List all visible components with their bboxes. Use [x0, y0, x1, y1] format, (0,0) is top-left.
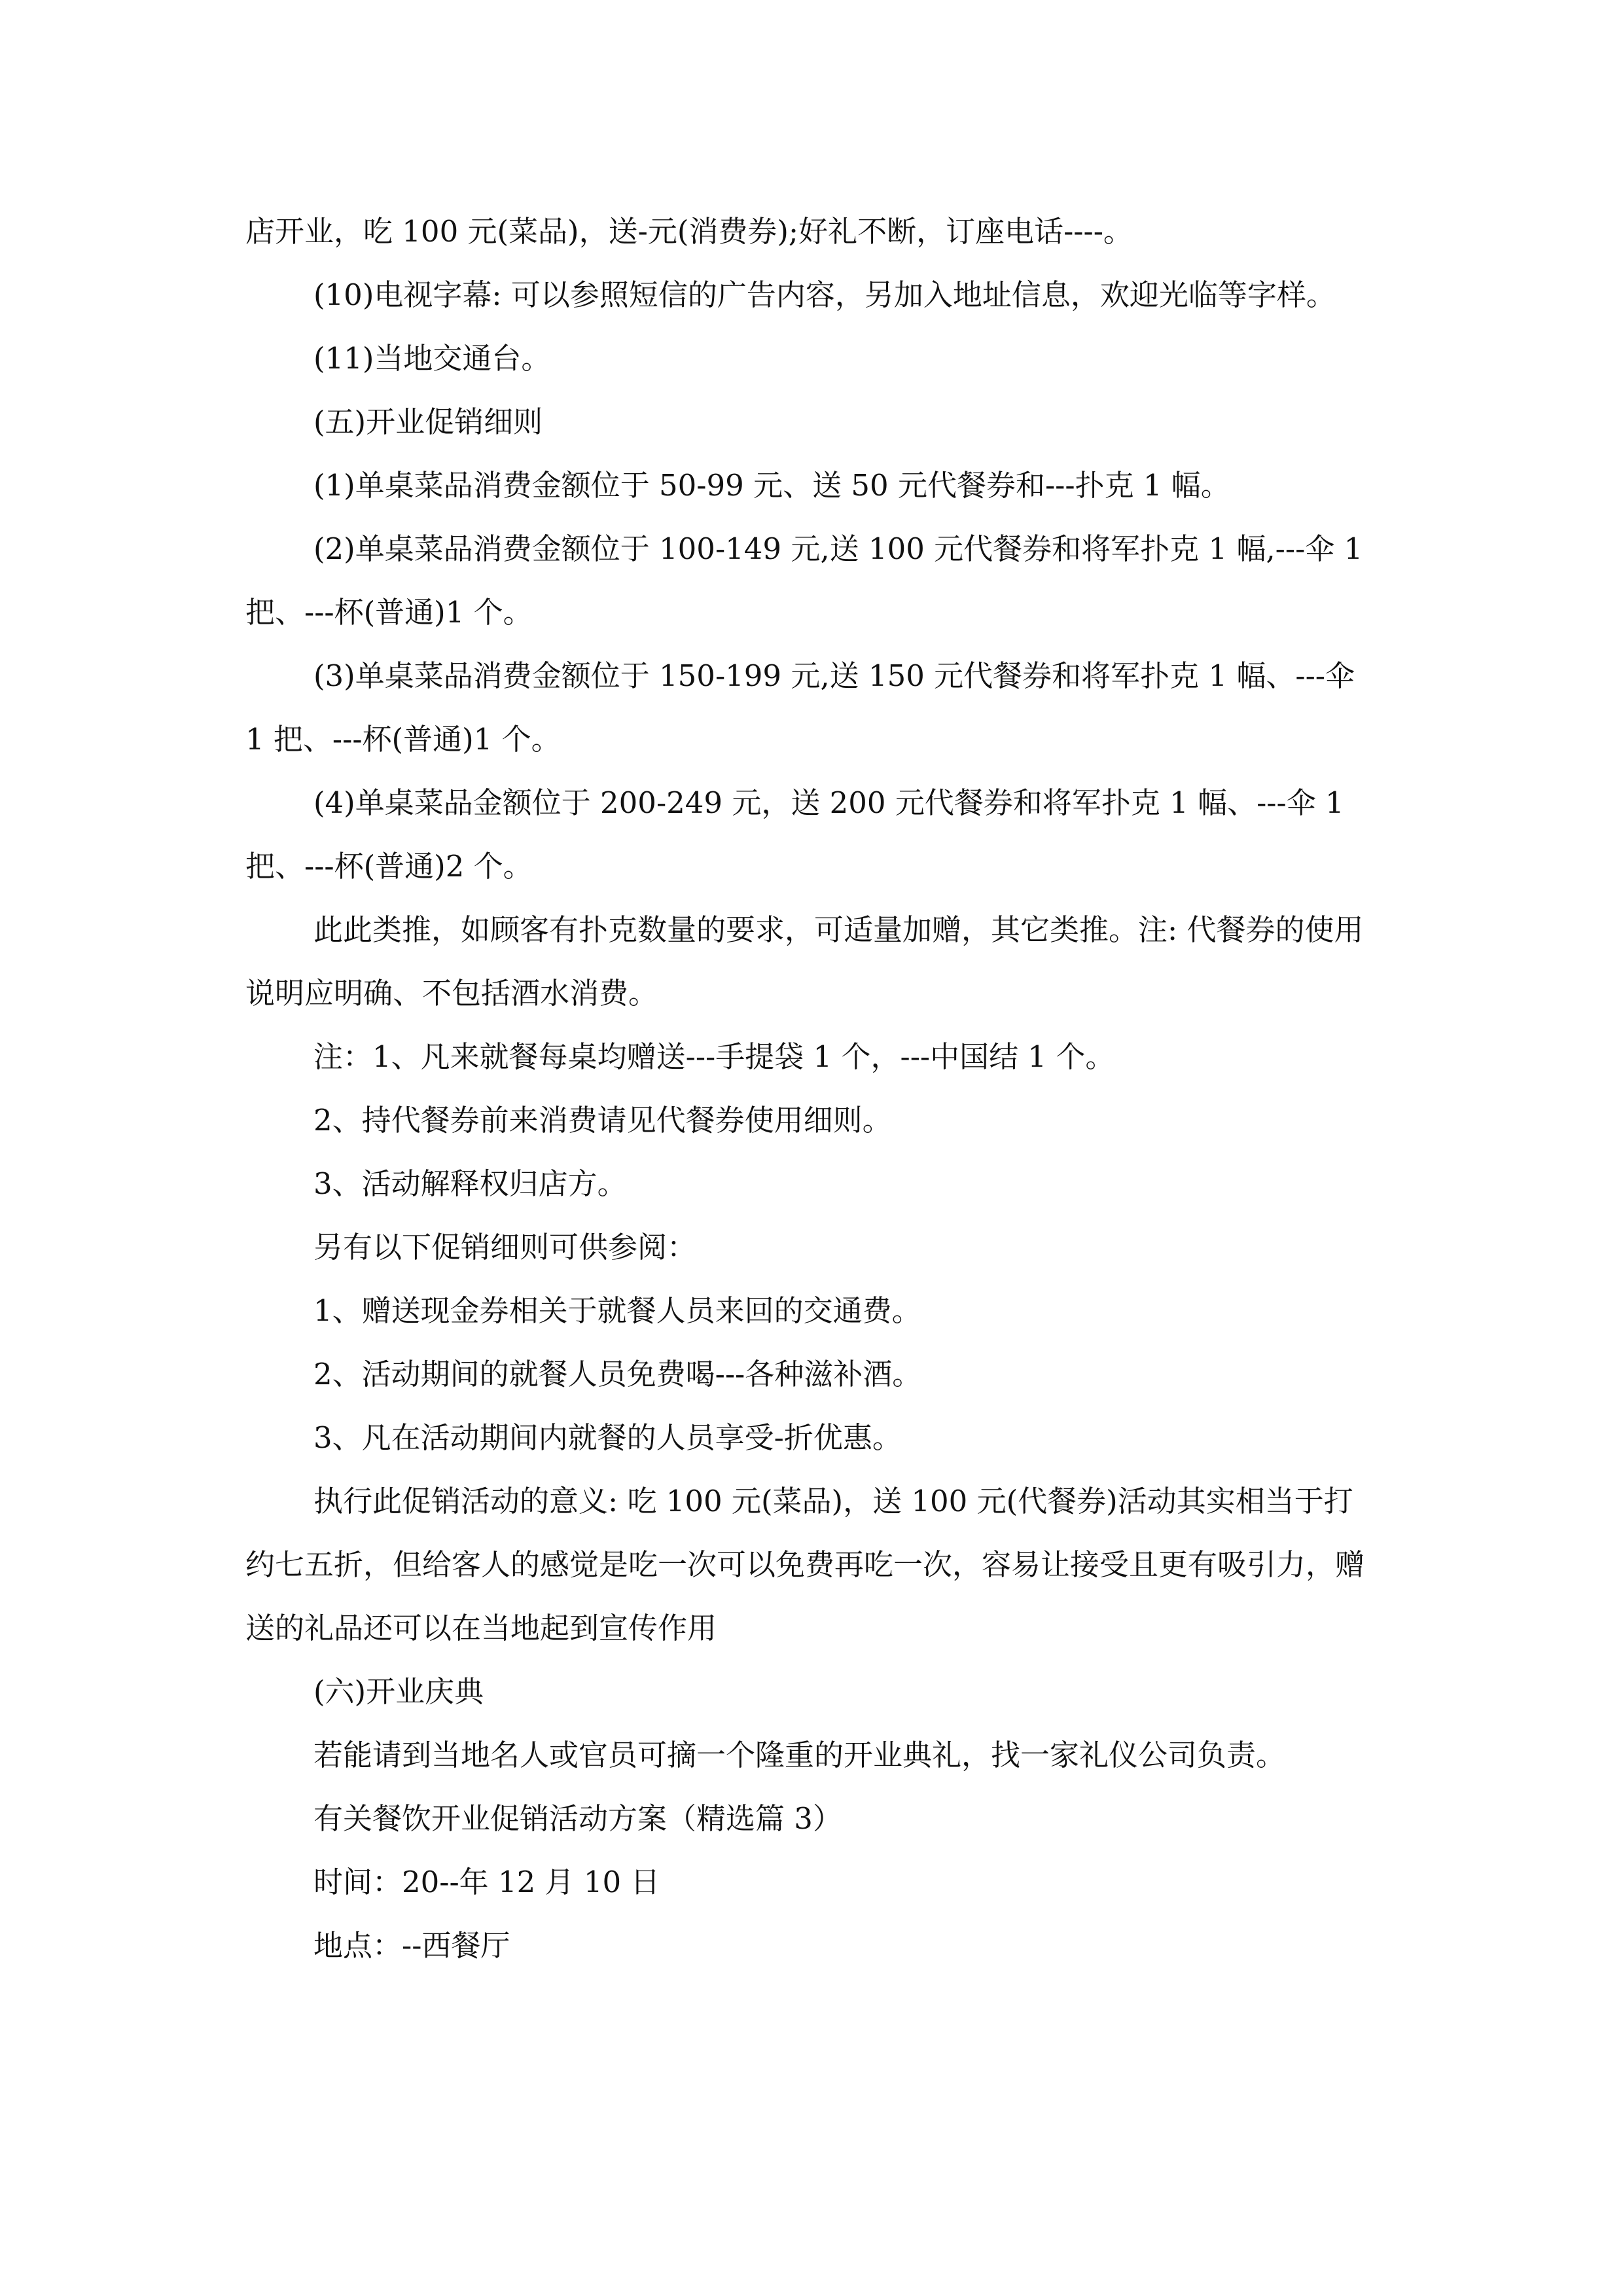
section-heading-promotion-rules: (五)开业促销细则	[313, 404, 543, 439]
paragraph-extra-rule-1: 1、赠送现金券相关于就餐人员来回的交通费。	[313, 1293, 921, 1328]
paragraph-traffic-radio: (11)当地交通台。	[313, 341, 551, 376]
paragraph-note-1: 注：1、凡来就餐每桌均赠送---手提袋 1 个，---中国结 1 个。	[313, 1039, 1115, 1074]
paragraph-location: 地点：--西餐厅	[313, 1928, 510, 1963]
paragraph-significance: 执行此促销活动的意义: 吃 100 元(菜品)，送 100 元(代餐券)活动其实相当于打约七五折，但给客人的感觉是吃一次可以免费再吃一次，容易让接受且更有吸引力，赠送的礼品还可以在当地起到宣传作用	[245, 1484, 1365, 1645]
paragraph-rule-3: (3)单桌菜品消费金额位于 150-199 元,送 150 元代餐券和将军扑克 1 幅、---伞 1 把、---杯(普通)1 个。	[245, 658, 1355, 757]
paragraph-extra-rules-intro: 另有以下促销细则可供参阅：	[313, 1230, 697, 1265]
paragraph-rule-4: (4)单桌菜品金额位于 200-249 元，送 200 元代餐券和将军扑克 1 幅、---伞 1 把、---杯(普通)2 个。	[245, 785, 1344, 884]
document-body	[245, 200, 1381, 1977]
section-heading-opening-ceremony: (六)开业庆典	[313, 1674, 484, 1709]
paragraph-extra-rule-3: 3、凡在活动期间内就餐的人员享受-折优惠。	[313, 1420, 902, 1455]
paragraph-ceremony: 若能请到当地名人或官员可摘一个隆重的开业典礼，找一家礼仪公司负责。	[313, 1738, 1286, 1772]
paragraph-extra-rule-2: 2、活动期间的就餐人员免费喝---各种滋补酒。	[313, 1357, 922, 1391]
paragraph-analogy-note: 此此类推，如顾客有扑克数量的要求，可适量加赠，其它类推。注: 代餐券的使用说明应明确、不包括酒水消费。	[245, 912, 1364, 1011]
paragraph-rule-1: (1)单桌菜品消费金额位于 50-99 元、送 50 元代餐券和---扑克 1 幅。	[313, 468, 1230, 503]
paragraph-rule-2: (2)单桌菜品消费金额位于 100-149 元,送 100 元代餐券和将军扑克 1 幅,---伞 1 把、---杯(普通)1 个。	[245, 531, 1363, 630]
paragraph-note-2: 2、持代餐券前来消费请见代餐券使用细则。	[313, 1103, 892, 1138]
paragraph-note-3: 3、活动解释权归店方。	[313, 1166, 627, 1201]
paragraph-time: 时间：20--年 12 月 10 日	[313, 1865, 660, 1899]
paragraph-continuation: 店开业，吃 100 元(菜品)，送-元(消费券);好礼不断，订座电话----。	[245, 214, 1133, 249]
section-heading-plan-3: 有关餐饮开业促销活动方案（精选篇 3）	[313, 1801, 842, 1836]
paragraph-tv-subtitles: (10)电视字幕: 可以参照短信的广告内容，另加入地址信息，欢迎光临等字样。	[313, 278, 1336, 312]
